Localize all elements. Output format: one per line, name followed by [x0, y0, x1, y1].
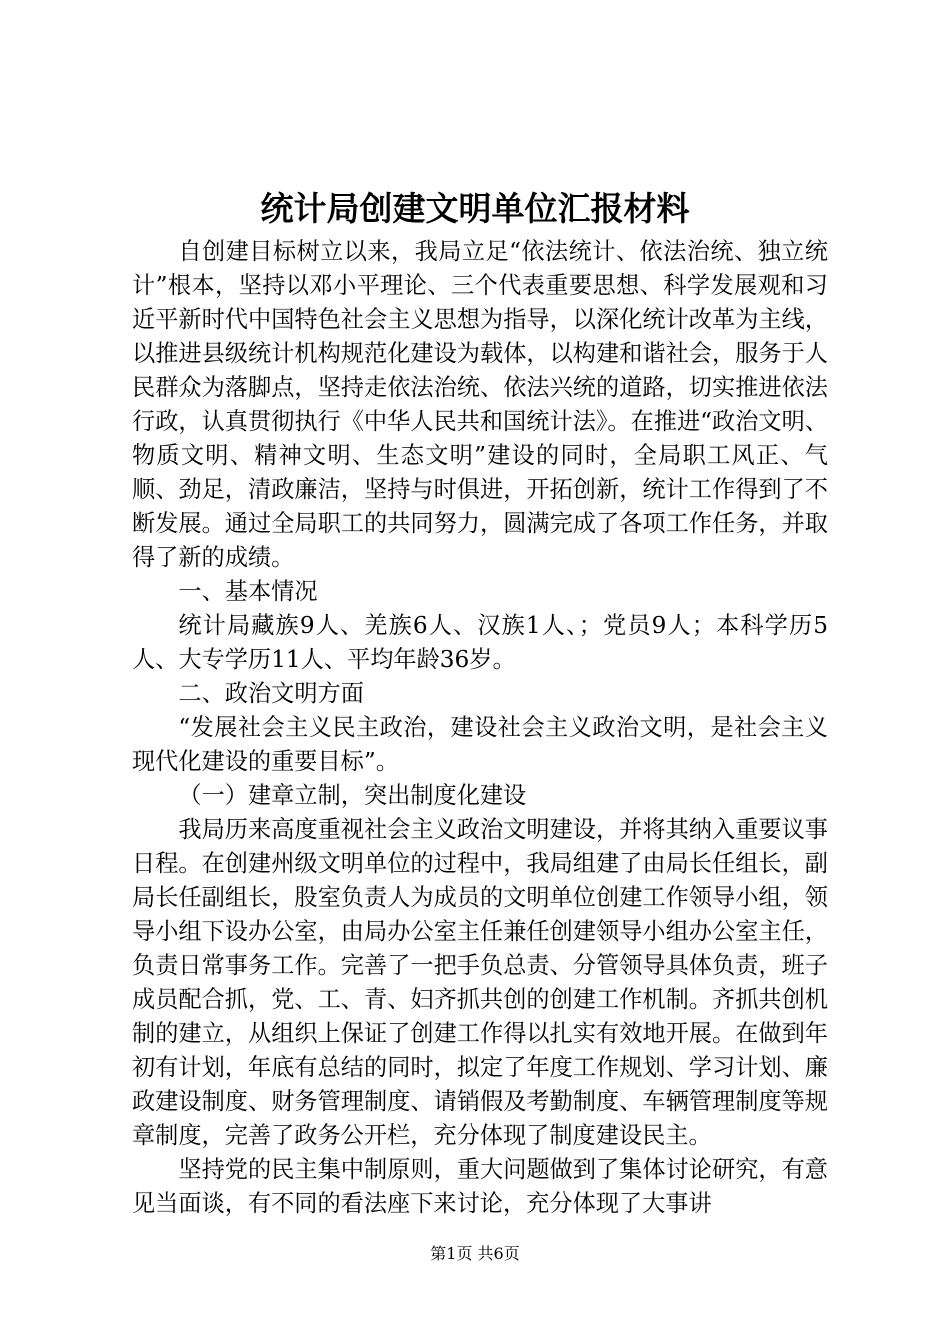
paragraph-democratic-centralism: 坚持党的民主集中制原则，重大问题做到了集体讨论研究，有意见当面谈，有不同的看法座下来讨论，充分体现了大事讲 [132, 1156, 828, 1217]
document-title: 统计局创建文明单位汇报材料 [260, 189, 690, 228]
paragraph-basic-situation: 统计局藏族9人、羌族6人、汉族1人、；党员9人；本科学历5人、大专学历11人、平均年龄36岁。 [132, 612, 828, 673]
document-body [132, 235, 828, 1221]
section-heading-political-civilization: 二、政治文明方面 [178, 680, 364, 707]
paragraph-intro: 自创建目标树立以来，我局立足“依法统计、依法治统、独立统计”根本，坚持以邓小平理论、三个代表重要思想、科学发展观和习近平新时代中国特色社会主义思想为指导，以深化统计改革为主线，以推进县级统计机构规范化建设为载体，以构建和谐社会，服务于人民群众为落脚点，坚持走依法治统、依法兴统的道路，切实推进依法行政，认真贯彻执行《中华人民共和国统计法》。在推进“政治文明、物质文明、精神文明、生态文明”建设的同时，全局职工风正、气顺、劲足，清政廉洁，坚持与时俱进，开拓创新，统计工作得到了不断发展。通过全局职工的共同努力，圆满完成了各项工作任务，并取得了新的成绩。 [132, 238, 828, 571]
section-heading-basic-situation: 一、基本情况 [178, 578, 318, 605]
paragraph-quote: “发展社会主义民主政治，建设社会主义政治文明，是社会主义现代化建设的重要目标”。 [132, 714, 828, 775]
page-number: 第1页 共6页 [430, 1244, 520, 1263]
paragraph-institutions: 我局历来高度重视社会主义政治文明建设，并将其纳入重要议事日程。在创建州级文明单位的过程中，我局组建了由局长任组长，副局长任副组长，股室负责人为成员的文明单位创建工作领导小组，领导小组下设办公室，由局办公室主任兼任创建领导小组办公室主任，负责日常事务工作。完善了一把手负总责、分管领导具体负责，班子成员配合抓，党、工、青、妇齐抓共创的创建工作机制。齐抓共创机制的建立，从组织上保证了创建工作得以扎实有效地开展。在做到年初有计划，年底有总结的同时，拟定了年度工作规划、学习计划、廉政建设制度、财务管理制度、请销假及考勤制度、车辆管理制度等规章制度，完善了政务公开栏，充分体现了制度建设民主。 [132, 816, 828, 1149]
subsection-heading-institutions: （一）建章立制，突出制度化建设 [178, 782, 527, 809]
